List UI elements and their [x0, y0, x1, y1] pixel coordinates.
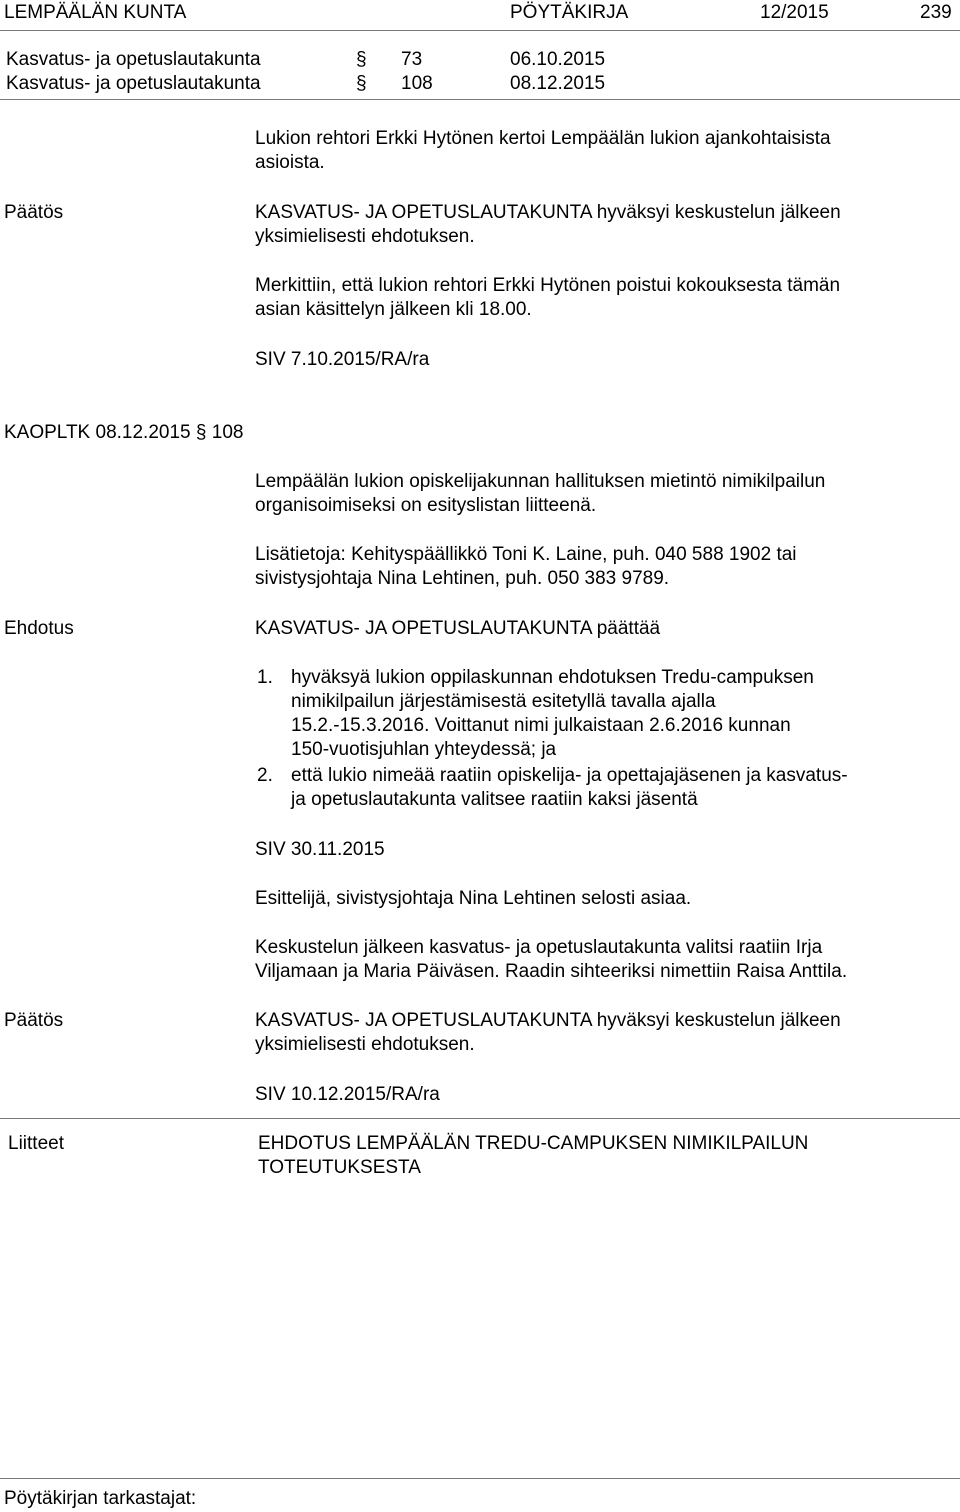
- decision-label: Päätös: [4, 1010, 64, 1031]
- discussion-line: Viljamaan ja Maria Päiväsen. Raadin sihteeriksi nimettiin Raisa Anttila.: [255, 961, 848, 982]
- page-number: 239: [920, 2, 952, 23]
- reference-rule: [0, 99, 960, 100]
- signature-line: SIV 10.12.2015/RA/ra: [255, 1084, 440, 1105]
- reference-date: 06.10.2015: [510, 49, 606, 70]
- info-line: Lisätietoja: Kehityspäällikkö Toni K. Laine, puh. 040 588 1902 tai: [255, 544, 797, 565]
- municipality-name: LEMPÄÄLÄN KUNTA: [4, 2, 187, 23]
- reference-body: Kasvatus- ja opetuslautakunta: [6, 49, 261, 70]
- meeting-number: 108: [211, 422, 244, 443]
- footer-rule: [0, 1478, 960, 1479]
- decision-line: KASVATUS- JA OPETUSLAUTAKUNTA hyväksyi keskustelun jälkeen: [255, 1010, 841, 1031]
- list-number: 1.: [257, 667, 273, 688]
- list-item-line: 150-vuotisjuhlan yhteydessä; ja: [291, 739, 557, 760]
- footer-label: Pöytäkirjan tarkastajat:: [4, 1488, 197, 1509]
- decision-line: yksimielisesti ehdotuksen.: [255, 1034, 475, 1055]
- attachment-line: EHDOTUS LEMPÄÄLÄN TREDU-CAMPUKSEN NIMIKILPAILUN: [258, 1133, 809, 1154]
- header-rule: [0, 30, 960, 31]
- decision-line: yksimielisesti ehdotuksen.: [255, 226, 475, 247]
- meeting-heading: [4, 421, 243, 445]
- section-sign-icon: §: [356, 73, 367, 94]
- intro-line: Lukion rehtori Erkki Hytönen kertoi Lempäälän lukion ajankohtaisista: [255, 128, 831, 149]
- attachment-line: TOTEUTUKSESTA: [258, 1157, 421, 1178]
- proposal-heading: KASVATUS- JA OPETUSLAUTAKUNTA päättää: [255, 618, 661, 639]
- list-item-line: hyväksyä lukion oppilaskunnan ehdotuksen Tredu-campuksen: [291, 667, 814, 688]
- reference-body: Kasvatus- ja opetuslautakunta: [6, 73, 261, 94]
- note-line: asian käsittelyn jälkeen kli 18.00.: [255, 299, 532, 320]
- description-line: organisoimiseksi on esityslistan liitteenä.: [255, 495, 597, 516]
- discussion-line: Keskustelun jälkeen kasvatus- ja opetuslautakunta valitsi raatiin Irja: [255, 937, 823, 958]
- signature-line: SIV 7.10.2015/RA/ra: [255, 349, 430, 370]
- section-sign-icon: §: [195, 422, 207, 443]
- reference-section: 73: [401, 49, 423, 70]
- list-item-line: nimikilpailun järjestämisestä esitetyllä tavalla ajalla: [291, 691, 716, 712]
- list-item-line: että lukio nimeää raatiin opiskelija- ja opettajajäsenen ja kasvatus-: [291, 765, 848, 786]
- proposal-label: Ehdotus: [4, 618, 74, 639]
- attachments-rule: [0, 1118, 960, 1119]
- intro-line: asioista.: [255, 152, 325, 173]
- decision-label: Päätös: [4, 202, 64, 223]
- list-item-line: 15.2.-15.3.2016. Voittanut nimi julkaistaan 2.6.2016 kunnan: [291, 715, 791, 736]
- attachments-label: Liitteet: [8, 1133, 64, 1154]
- signature-line: SIV 30.11.2015: [255, 839, 385, 860]
- info-line: sivistysjohtaja Nina Lehtinen, puh. 050 383 9789.: [255, 568, 670, 589]
- section-sign-icon: §: [356, 49, 367, 70]
- document-number: 12/2015: [760, 2, 829, 23]
- list-number: 2.: [257, 765, 273, 786]
- note-line: Merkittiin, että lukion rehtori Erkki Hytönen poistui kokouksesta tämän: [255, 275, 841, 296]
- reference-date: 08.12.2015: [510, 73, 606, 94]
- meeting-prefix: KAOPLTK 08.12.2015: [4, 422, 191, 443]
- reference-section: 108: [401, 73, 433, 94]
- description-line: Lempäälän lukion opiskelijakunnan hallituksen mietintö nimikilpailun: [255, 471, 826, 492]
- list-item-line: ja opetuslautakunta valitsee raatiin kaksi jäsentä: [291, 789, 698, 810]
- presenter-line: Esittelijä, sivistysjohtaja Nina Lehtinen selosti asiaa.: [255, 888, 692, 909]
- decision-line: KASVATUS- JA OPETUSLAUTAKUNTA hyväksyi keskustelun jälkeen: [255, 202, 841, 223]
- document-type: PÖYTÄKIRJA: [510, 2, 629, 23]
